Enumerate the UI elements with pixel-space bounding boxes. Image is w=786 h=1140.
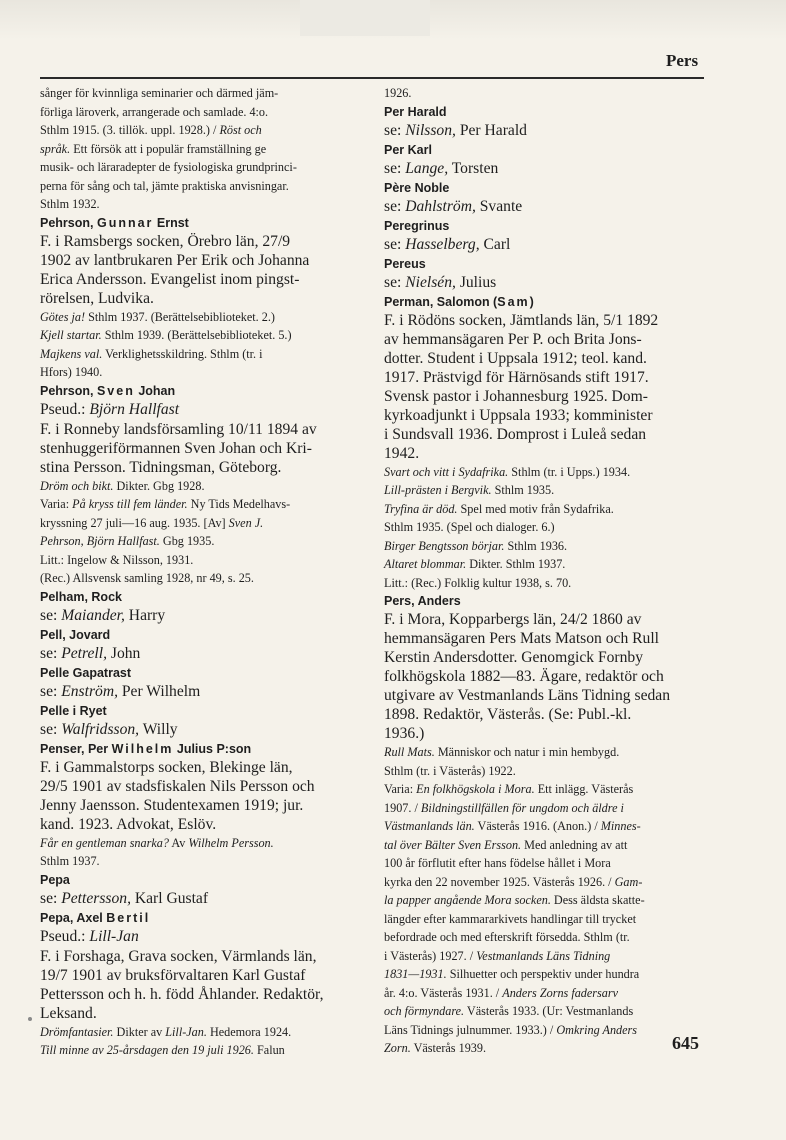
- continued-entry-text: [40, 84, 364, 214]
- entry-headword: Pelham, Rock: [40, 589, 122, 604]
- text-line: kand. 1923. Advokat, Eslöv.: [40, 815, 217, 833]
- text-line: 100 år förflutit efter hans födelse hållet i Mora: [384, 856, 611, 870]
- entry-works: [40, 308, 364, 382]
- text-line: Får en gentleman snarka? Av Wilhelm Persson.: [40, 835, 274, 850]
- crossref-pelle-gapatrast: [40, 664, 364, 702]
- entry-biography: [40, 232, 364, 308]
- entry-headword: Perman, Salomon (Sam): [384, 294, 534, 309]
- text-line: kryssning 27 juli—16 aug. 1935. [Av] Sven J.: [40, 515, 264, 530]
- entry-biography: [40, 758, 364, 834]
- entry-pehrson-gunnar: [40, 214, 364, 382]
- crossref-pell-jovard: [40, 626, 364, 664]
- text-line: sånger för kvinnliga seminarier och därmed jäm-: [40, 86, 279, 100]
- text-line: Pettersson och h. h. född Åhlander. Redaktör,: [40, 985, 324, 1003]
- see-reference: se: Dahlström, Svante: [384, 197, 523, 215]
- see-reference: se: Pettersson, Karl Gustaf: [40, 889, 209, 907]
- see-reference: se: Petrell, John: [40, 644, 141, 662]
- text-line: Varia: En folkhögskola i Mora. Ett inlägg. Västerås: [384, 782, 634, 796]
- text-line: år. 4:o. Västerås 1931. / Anders Zorns fadersarv: [384, 985, 619, 1000]
- crossref-pereus: [384, 255, 704, 293]
- text-line: Litt.: Ingelow & Nilsson, 1931.: [40, 552, 194, 567]
- entry-works: [40, 477, 364, 588]
- text-line: F. i Mora, Kopparbergs län, 24/2 1860 av: [384, 611, 642, 628]
- entry-pehrson-sven: [40, 382, 364, 588]
- entry-headword: Pell, Jovard: [40, 627, 111, 642]
- text-line: kyrka den 22 november 1925. Västerås 1926. / Gam-: [384, 874, 643, 889]
- text-line: 1898. Redaktör, Västerås. (Se: Publ.-kl.: [384, 706, 632, 723]
- text-line: Drömfantasier. Dikter av Lill-Jan. Hedemora 1924.: [40, 1024, 292, 1039]
- text-line: 19/7 1901 av bruksförvaltaren Karl Gustaf: [40, 966, 306, 984]
- entry-biography: [40, 947, 364, 1023]
- see-reference: se: Nilsson, Per Harald: [384, 121, 527, 139]
- text-line: 1831—1931. Silhuetter och perspektiv under hundra: [384, 967, 640, 981]
- text-line: Birger Bengtsson börjar. Sthlm 1936.: [384, 538, 568, 553]
- entry-works: [384, 743, 704, 1058]
- text-line: stina Persson. Tidningsman, Göteborg.: [40, 458, 282, 476]
- entry-headword: Pepa: [40, 872, 70, 887]
- text-line: Kerstin Andersdotter. Genomgick Fornby: [384, 649, 643, 666]
- text-line: Erica Andersson. Evangelist inom pingst-: [40, 270, 300, 288]
- text-line: Pehrson, Björn Hallfast. Gbg 1935.: [40, 534, 215, 548]
- text-line: Litt.: (Rec.) Folklig kultur 1938, s. 70.: [384, 575, 572, 590]
- page-number: 645: [672, 1033, 699, 1053]
- text-line: längder efter kammararkivets handlingar till trycket: [384, 911, 637, 926]
- text-line: Leksand.: [40, 1004, 97, 1022]
- text-line: Dröm och bikt. Dikter. Gbg 1928.: [40, 478, 205, 493]
- right-column: [384, 84, 704, 1058]
- scan-band: [300, 0, 430, 36]
- see-reference: se: Walfridsson, Willy: [40, 720, 178, 738]
- entry-biography: [384, 610, 704, 743]
- text-line: rörelsen, Ludvika.: [40, 289, 154, 307]
- entry-headword: Penser, Per Wilhelm Julius P:son: [40, 741, 252, 756]
- entry-works: [40, 1023, 364, 1060]
- text-line: i Sundsvall 1936. Domprost i Luleå sedan: [384, 425, 647, 443]
- text-line: språk. Ett försök att i populär framställning ge: [40, 141, 267, 156]
- text-line: hemmansägaren Pers Mats Matson och Rull: [384, 630, 660, 647]
- text-line: (Rec.) Allsvensk samling 1928, nr 49, s. 25.: [40, 571, 254, 585]
- text-line: F. i Ronneby landsförsamling 10/11 1894 av: [40, 420, 317, 438]
- entry-works: [384, 463, 704, 593]
- pseudonym-line: Pseud.: Lill-Jan: [40, 927, 139, 945]
- crossref-per-harald: [384, 103, 704, 141]
- text-line: Hfors) 1940.: [40, 365, 103, 379]
- text-line: F. i Forshaga, Grava socken, Värmlands län,: [40, 947, 317, 965]
- text-line: Majkens val. Verklighetsskildring. Sthlm (tr. i: [40, 346, 263, 361]
- text-line: Sthlm 1932.: [40, 197, 100, 211]
- text-line: tal över Bälter Sven Ersson. Med anledning av att: [384, 837, 628, 852]
- entry-headword: Pelle Gapatrast: [40, 665, 132, 680]
- text-line: Sthlm 1937.: [40, 854, 100, 868]
- see-reference: se: Maiander, Harry: [40, 606, 166, 624]
- crossref-pere-noble: [384, 179, 704, 217]
- text-line: Kjell startar. Sthlm 1939. (Berättelsebiblioteket. 5.): [40, 328, 292, 342]
- text-line: dotter. Student i Uppsala 1912; teol. kand.: [384, 349, 647, 367]
- text-line: Svensk pastor i Johannesburg 1925. Dom-: [384, 387, 648, 405]
- text-line: Götes ja! Sthlm 1937. (Berättelsebiblioteket. 2.): [40, 309, 275, 324]
- text-line: F. i Rödöns socken, Jämtlands län, 5/1 1892: [384, 311, 659, 329]
- left-column: [40, 84, 364, 1060]
- text-line: Tryfina är död. Spel med motiv från Sydafrika.: [384, 501, 614, 516]
- text-line: Rull Mats. Människor och natur i min hembygd.: [384, 745, 620, 759]
- entry-headword: Père Noble: [384, 180, 450, 195]
- text-line: Sthlm (tr. i Västerås) 1922.: [384, 763, 516, 778]
- text-line: stenhuggeriförmannen Sven Johan och Kri-: [40, 439, 312, 457]
- text-line: av hemmansägaren Per P. och Brita Jons-: [384, 330, 642, 348]
- text-line: Svart och vitt i Sydafrika. Sthlm (tr. i Upps.) 1934.: [384, 464, 631, 479]
- entry-headword: Peregrinus: [384, 218, 450, 233]
- text-line: och förmyndare. Västerås 1933. (Ur: Vestmanlands: [384, 1004, 634, 1018]
- text-line: Jenny Jaensson. Studentexamen 1919; jur.: [40, 796, 304, 814]
- text-line: Varia: På kryss till fem länder. Ny Tids Medelhavs-: [40, 497, 291, 511]
- text-line: Till minne av 25-årsdagen den 19 juli 1926. Falun: [40, 1043, 285, 1057]
- crossref-pepa: [40, 871, 364, 909]
- text-line: folkhögskola 1882—83. Ägare, redaktör och: [384, 668, 664, 685]
- entry-works: [40, 834, 364, 871]
- entry-headword: Pers, Anders: [384, 594, 461, 608]
- text-line: Lill-prästen i Bergvik. Sthlm 1935.: [384, 483, 555, 497]
- pseudonym-line: Pseud.: Björn Hallfast: [40, 400, 180, 418]
- see-reference: se: Lange, Torsten: [384, 159, 499, 177]
- text-line: Zorn. Västerås 1939.: [384, 1041, 487, 1055]
- entry-headword: Per Harald: [384, 104, 447, 119]
- text-line: kyrkoadjunkt i Uppsala 1933; komminister: [384, 406, 653, 424]
- text-line: la papper angående Mora socken. Dess äldsta skatte-: [384, 893, 645, 907]
- entry-pers-anders: [384, 592, 704, 1058]
- crossref-pelle-i-ryet: [40, 702, 364, 740]
- text-line: Sthlm 1915. (3. tillök. uppl. 1928.) / Röst och: [40, 123, 262, 137]
- scan-speck: [28, 1017, 32, 1021]
- text-line: Sthlm 1935. (Spel och dialoger. 6.): [384, 520, 555, 534]
- text-line: 1942.: [384, 444, 420, 462]
- text-line: 1917. Prästvigd för Härnösands stift 1917.: [384, 368, 649, 386]
- text-line: förliga läroverk, arrangerade och samlade. 4:o.: [40, 104, 269, 119]
- entry-biography: [384, 311, 704, 463]
- text-line: F. i Ramsbergs socken, Örebro län, 27/9: [40, 232, 291, 250]
- entry-headword: Per Karl: [384, 142, 432, 157]
- crossref-pelham-rock: [40, 588, 364, 626]
- text-line: musik- och läraradepter de fysiologiska grundprinci-: [40, 160, 297, 174]
- entry-pepa-axel: [40, 909, 364, 1060]
- page-top-shading: [0, 0, 786, 40]
- text-line: 1907. / Bildningstillfällen för ungdom och äldre i: [384, 800, 624, 815]
- text-line: 1902 av lantbrukaren Per Erik och Johanna: [40, 251, 310, 269]
- see-reference: se: Nielsén, Julius: [384, 273, 497, 291]
- see-reference: se: Hasselberg, Carl: [384, 235, 511, 253]
- entry-headword: Pepa, Axel Bertil: [40, 910, 151, 925]
- text-line: i Västerås) 1927. / Vestmanlands Läns Tidning: [384, 948, 611, 963]
- text-line: Västmanlands län. Västerås 1916. (Anon.) / Minnes-: [384, 819, 641, 833]
- entry-headword: Pelle i Ryet: [40, 703, 107, 718]
- entry-penser-per: [40, 740, 364, 871]
- crossref-per-karl: [384, 141, 704, 179]
- text-line: 29/5 1901 av stadsfiskalen Nils Persson och: [40, 777, 315, 795]
- text-line: F. i Gammalstorps socken, Blekinge län,: [40, 758, 293, 776]
- continued-entry-text: 1926.: [384, 86, 412, 100]
- entry-biography: [40, 420, 364, 477]
- text-line: 1936.): [384, 725, 425, 742]
- entry-perman-salomon: [384, 293, 704, 593]
- text-line: utgivare av Vestmanlands Läns Tidning sedan: [384, 687, 671, 704]
- running-head: Pers: [666, 51, 699, 70]
- entry-headword: Pereus: [384, 256, 426, 271]
- text-line: Altaret blommar. Dikter. Sthlm 1937.: [384, 557, 566, 571]
- entry-headword: Pehrson, Sven Johan: [40, 383, 176, 398]
- text-line: Läns Tidnings julnummer. 1933.) / Omkring Anders: [384, 1022, 638, 1037]
- entry-headword: Pehrson, Gunnar Ernst: [40, 215, 189, 230]
- crossref-peregrinus: [384, 217, 704, 255]
- text-line: perna för sång och tal, jämte praktiska anvisningar.: [40, 178, 289, 193]
- text-line: befordrade och med efterskrift försedda. Sthlm (tr.: [384, 930, 630, 944]
- see-reference: se: Enström, Per Wilhelm: [40, 682, 201, 700]
- header-rule: [40, 77, 704, 79]
